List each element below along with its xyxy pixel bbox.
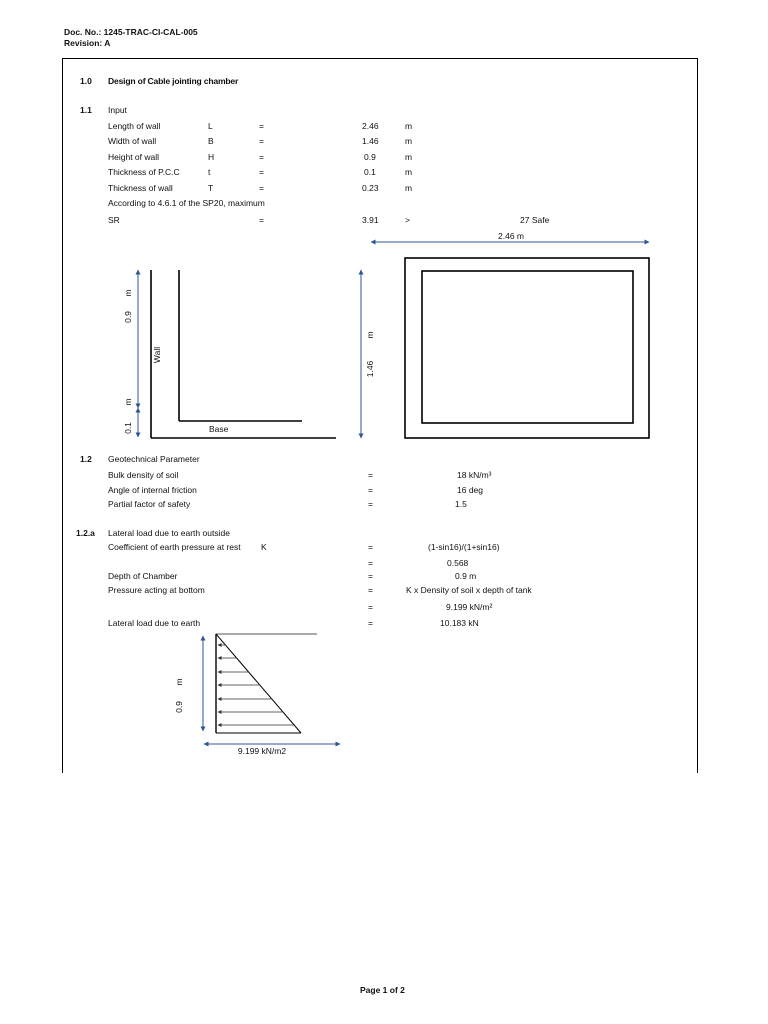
sr-result: 27 Safe xyxy=(520,215,550,225)
outer-wall-outline xyxy=(405,258,649,438)
input-value: 0.23 xyxy=(362,183,379,193)
pcc-thickness-unit: m xyxy=(123,398,133,406)
width-dimension-unit: m xyxy=(365,331,375,339)
input-symbol: t xyxy=(208,167,211,177)
wall-height-value: 0.9 xyxy=(123,311,133,323)
input-equals: = xyxy=(259,136,264,146)
wall-height-unit: m xyxy=(123,289,133,297)
section-1-2-title: Geotechnical Parameter xyxy=(108,454,200,464)
input-symbol: B xyxy=(208,136,214,146)
input-equals: = xyxy=(259,121,264,131)
width-dimension-value: 1.46 xyxy=(365,360,375,378)
depth-value: 0.9 m xyxy=(455,571,477,581)
sr-operator: > xyxy=(405,215,410,225)
input-unit: m xyxy=(405,167,413,177)
input-unit: m xyxy=(405,136,413,146)
pressure-triangle-hypotenuse xyxy=(216,634,301,733)
input-label: Thickness of wall xyxy=(108,183,173,193)
coefficient-equals: = xyxy=(368,542,373,552)
input-value: 0.1 xyxy=(364,167,376,177)
depth-dimension-unit: m xyxy=(174,678,184,686)
inner-wall-outline xyxy=(422,271,633,423)
base-pressure-label: 9.199 kN/m2 xyxy=(237,746,287,756)
depth-dimension-value: 0.9 xyxy=(174,701,184,713)
section-1-0-title: Design of Cable jointing chamber xyxy=(108,76,239,86)
plan-view-diagram xyxy=(361,231,649,438)
geotech-label: Bulk density of soil xyxy=(108,470,179,480)
sr-label: SR xyxy=(108,215,120,225)
pressure-equals-2: = xyxy=(368,602,373,612)
coefficient-value: 0.568 xyxy=(447,558,469,568)
input-label: Thickness of P.C.C xyxy=(108,167,180,177)
doc-number: Doc. No.: 1245-TRAC-CI-CAL-005 xyxy=(64,27,198,37)
coefficient-equals-2: = xyxy=(368,558,373,568)
coefficient-symbol: K xyxy=(261,542,267,552)
input-symbol: H xyxy=(208,152,215,162)
sr-value: 3.91 xyxy=(362,215,379,225)
pressure-value: 9.199 kN/m² xyxy=(446,602,493,612)
depth-equals: = xyxy=(368,571,373,581)
input-symbol: T xyxy=(208,183,214,193)
wall-label: Wall xyxy=(152,346,162,364)
code-reference-note: According to 4.6.1 of the SP20, maximum xyxy=(108,198,265,208)
input-value: 0.9 xyxy=(364,152,376,162)
pressure-label: Pressure acting at bottom xyxy=(108,585,205,595)
section-1-2-number: 1.2 xyxy=(80,454,92,464)
input-value: 2.46 xyxy=(362,121,379,131)
input-unit: m xyxy=(405,183,413,193)
page-number: Page 1 of 2 xyxy=(360,985,405,995)
section-1-0-number: 1.0 xyxy=(80,76,92,86)
pressure-formula: K x Density of soil x depth of tank xyxy=(406,585,532,595)
revision: Revision: A xyxy=(64,38,111,48)
input-symbol: L xyxy=(208,121,213,131)
pressure-equals: = xyxy=(368,585,373,595)
coefficient-formula: (1-sin16)/(1+sin16) xyxy=(428,542,500,552)
lateral-load-equals: = xyxy=(368,618,373,628)
depth-label: Depth of Chamber xyxy=(108,571,178,581)
geotech-label: Partial factor of safety xyxy=(108,499,191,509)
lateral-load-label: Lateral load due to earth xyxy=(108,618,201,628)
geotech-label: Angle of internal friction xyxy=(108,485,197,495)
wall-section-diagram xyxy=(123,270,336,438)
section-1-1-title: Input xyxy=(108,105,127,115)
coefficient-label: Coefficient of earth pressure at rest xyxy=(108,542,241,552)
geotech-value: 16 deg xyxy=(457,485,483,495)
length-dimension-label: 2.46 m xyxy=(498,231,524,241)
geotech-value: 1.5 xyxy=(455,499,467,509)
input-unit: m xyxy=(405,121,413,131)
input-value: 1.46 xyxy=(362,136,379,146)
earth-pressure-diagram xyxy=(174,634,340,756)
pcc-thickness-value: 0.1 xyxy=(123,422,133,434)
geotech-equals: = xyxy=(368,485,373,495)
input-label: Length of wall xyxy=(108,121,161,131)
section-1-1-number: 1.1 xyxy=(80,105,92,115)
geotech-equals: = xyxy=(368,470,373,480)
input-equals: = xyxy=(259,152,264,162)
base-label: Base xyxy=(209,424,229,434)
section-1-2a-number: 1.2.a xyxy=(76,528,95,538)
geotech-equals: = xyxy=(368,499,373,509)
input-label: Width of wall xyxy=(108,136,157,146)
lateral-load-value: 10.183 kN xyxy=(440,618,479,628)
section-1-2a-title: Lateral load due to earth outside xyxy=(108,528,230,538)
geotech-value: 18 kN/m³ xyxy=(457,470,492,480)
input-unit: m xyxy=(405,152,413,162)
input-equals: = xyxy=(259,183,264,193)
input-label: Height of wall xyxy=(108,152,160,162)
sr-equals: = xyxy=(259,215,264,225)
input-equals: = xyxy=(259,167,264,177)
